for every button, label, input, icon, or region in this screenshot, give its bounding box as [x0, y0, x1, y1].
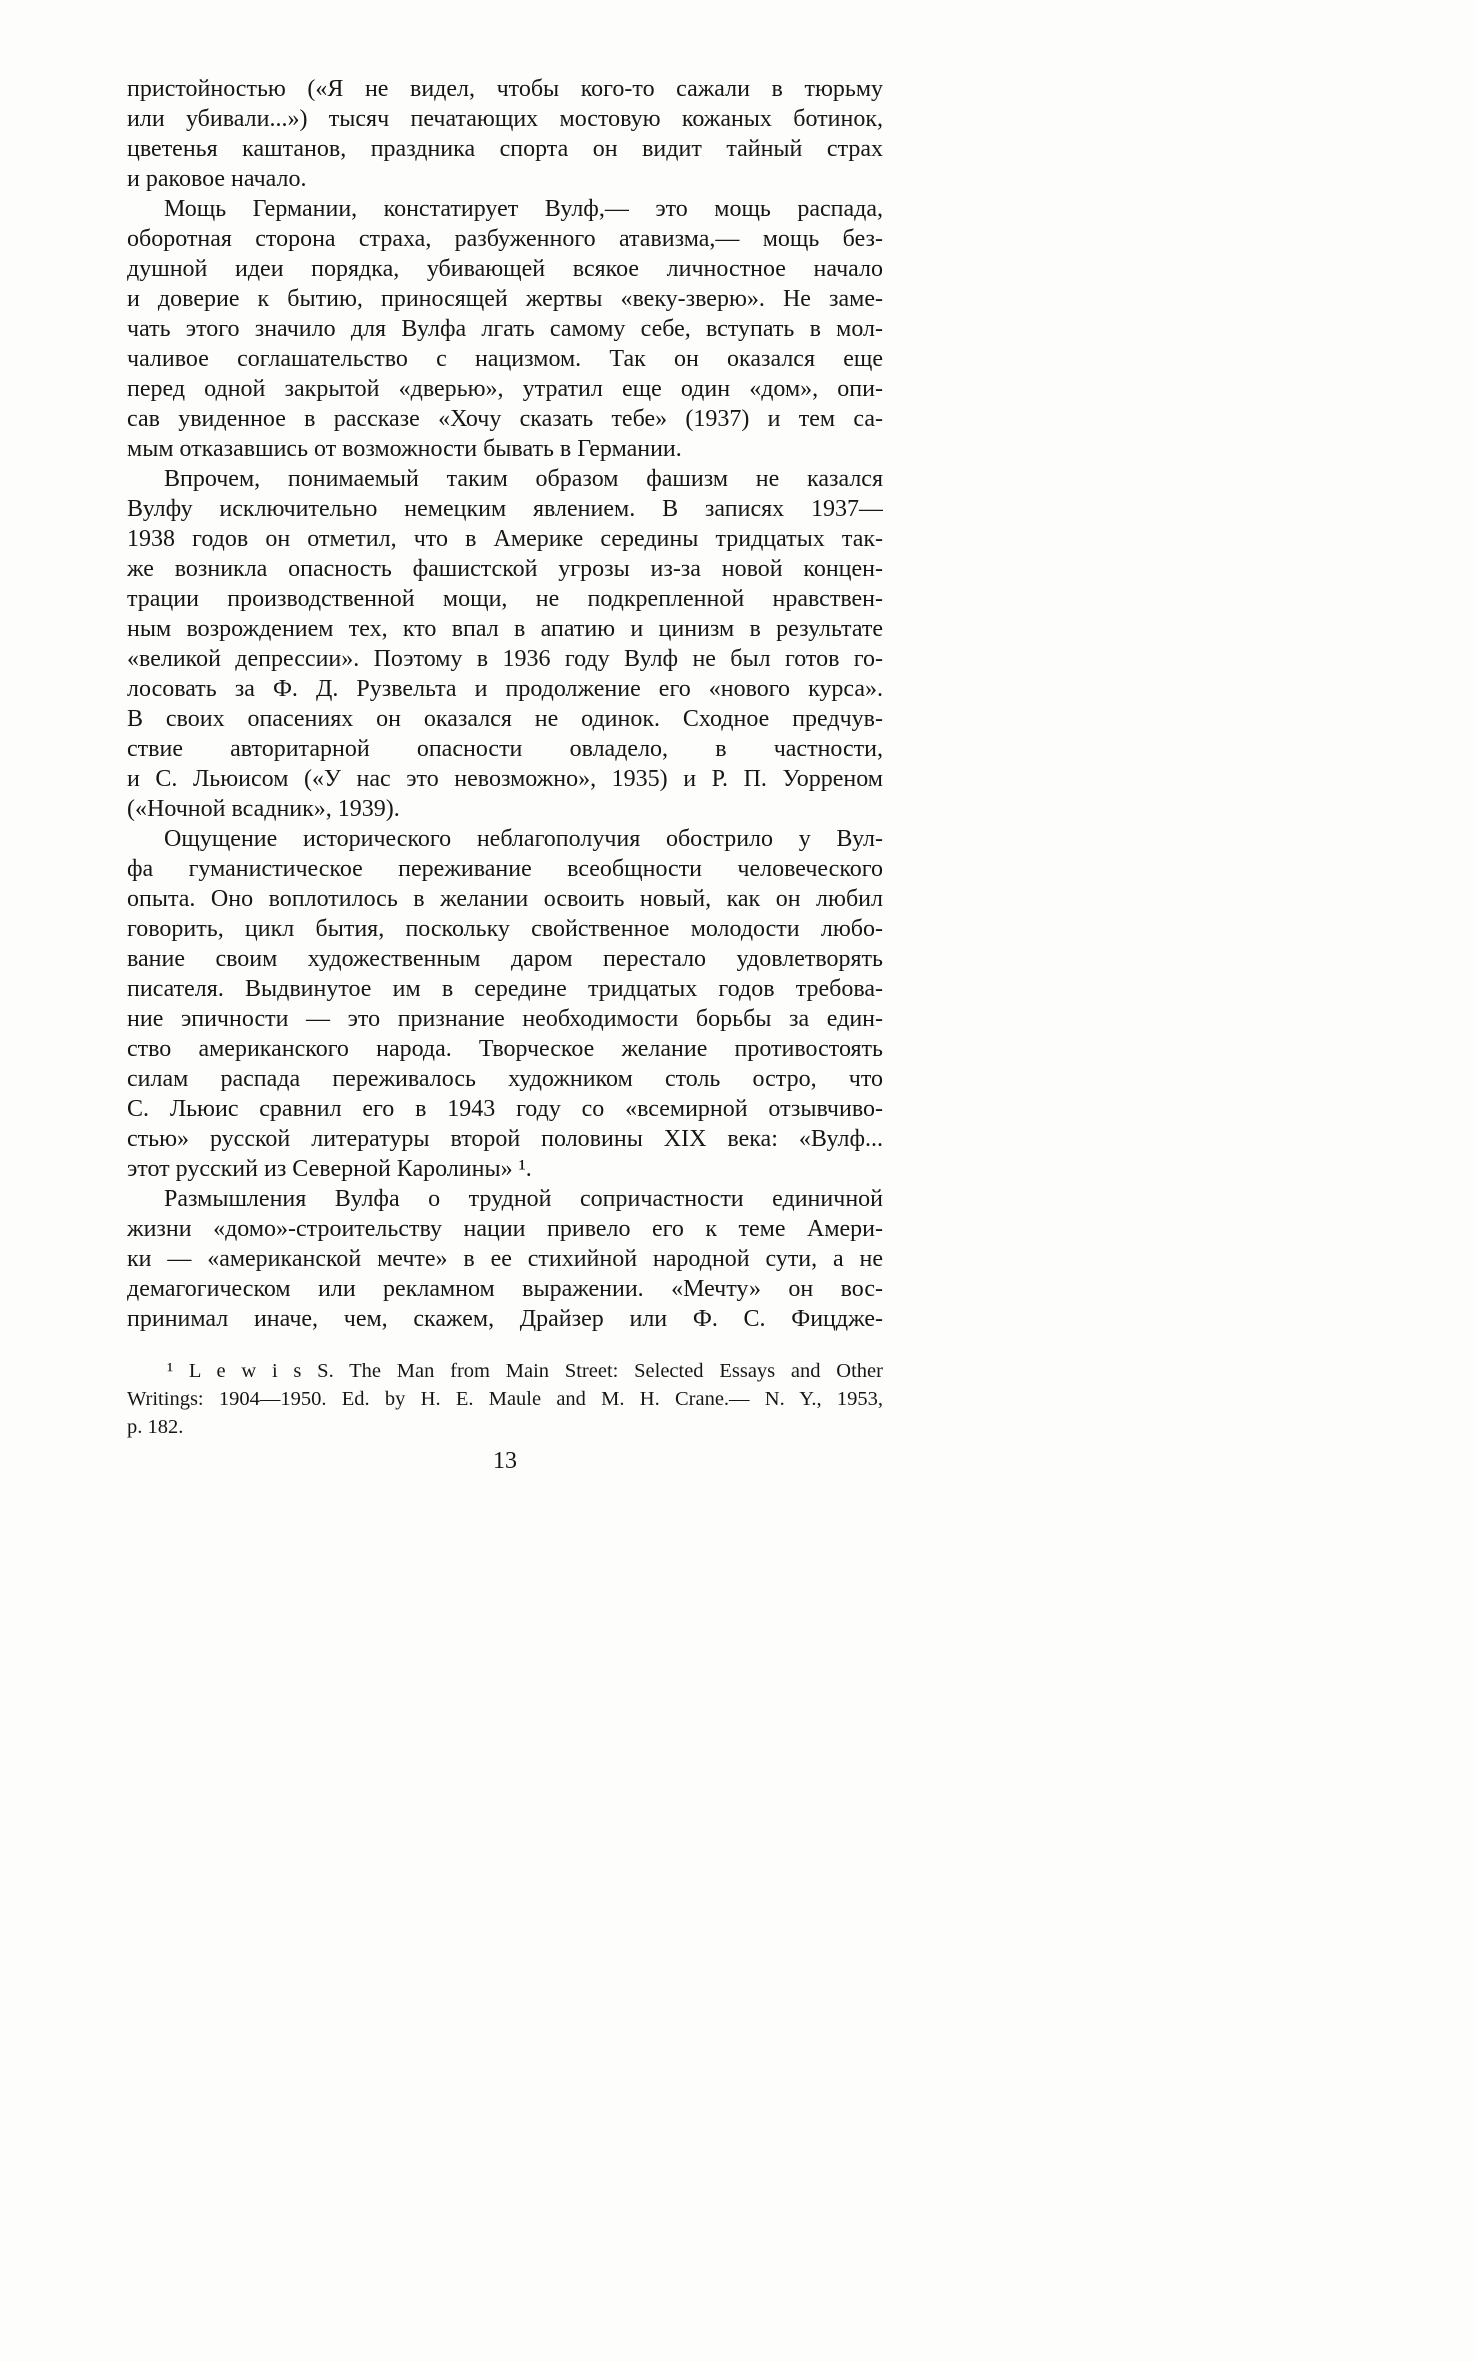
- text-line: или убивали...») тысяч печатающих мостовую кожаных ботинок,: [127, 106, 883, 132]
- text-line: говорить, цикл бытия, поскольку свойственное молодости любо-: [127, 916, 883, 942]
- text-line: ствие авторитарной опасности овладело, в частности,: [127, 736, 883, 762]
- footnote-line: Writings: 1904—1950. Ed. by H. E. Maule and M. H. Crane.— N. Y., 1953,: [127, 1388, 883, 1410]
- text-line: ство американского народа. Творческое желание противостоять: [127, 1036, 883, 1062]
- text-line: чать этого значило для Вулфа лгать самому себе, вступать в мол-: [127, 316, 883, 342]
- text-line: Впрочем, понимаемый таким образом фашизм не казался: [164, 466, 883, 492]
- text-line: Мощь Германии, констатирует Вулф,— это мощь распада,: [164, 196, 883, 222]
- text-line: Ощущение исторического неблагополучия обострило у Вул-: [164, 826, 883, 852]
- text-line: сав увиденное в рассказе «Хочу сказать тебе» (1937) и тем са-: [127, 406, 883, 432]
- page-number: 13: [493, 1448, 517, 1474]
- text-line: ным возрождением тех, кто впал в апатию и цинизм в результате: [127, 616, 883, 642]
- text-line: же возникла опасность фашистской угрозы из-за новой концен-: [127, 556, 883, 582]
- text-line: принимал иначе, чем, скажем, Драйзер или Ф. С. Фицдже-: [127, 1306, 883, 1332]
- text-line: силам распада переживалось художником столь остро, что: [127, 1066, 883, 1092]
- text-line: и раковое начало.: [127, 166, 307, 192]
- footnote-line: ¹ L e w i s S. The Man from Main Street: Selected Essays and Other: [167, 1360, 883, 1382]
- text-line: 1938 годов он отметил, что в Америке середины тридцатых так-: [127, 526, 883, 552]
- text-line: Вулфу исключительно немецким явлением. В записях 1937—: [127, 496, 883, 522]
- text-line: душной идеи порядка, убивающей всякое личностное начало: [127, 256, 883, 282]
- footnote-block: [127, 1357, 883, 1441]
- text-line: и доверие к бытию, приносящей жертвы «веку-зверю». Не заме-: [127, 286, 883, 312]
- text-line: С. Льюис сравнил его в 1943 году со «всемирной отзывчиво-: [127, 1096, 883, 1122]
- text-line: вание своим художественным даром перестало удовлетворять: [127, 946, 883, 972]
- text-line: трации производственной мощи, не подкрепленной нравствен-: [127, 586, 883, 612]
- text-line: стью» русской литературы второй половины XIX века: «Вулф...: [127, 1126, 883, 1152]
- text-line: В своих опасениях он оказался не одинок. Сходное предчув-: [127, 706, 883, 732]
- text-line: оборотная сторона страха, разбуженного атавизма,— мощь без-: [127, 226, 883, 252]
- text-line: опыта. Оно воплотилось в желании освоить новый, как он любил: [127, 886, 883, 912]
- text-line: этот русский из Северной Каролины» ¹.: [127, 1156, 532, 1182]
- text-line: писателя. Выдвинутое им в середине тридцатых годов требова-: [127, 976, 883, 1002]
- text-line: чаливое соглашательство с нацизмом. Так он оказался еще: [127, 346, 883, 372]
- text-line: мым отказавшись от возможности бывать в Германии.: [127, 436, 682, 462]
- text-line: «великой депрессии». Поэтому в 1936 году Вулф не был готов го-: [127, 646, 883, 672]
- text-line: пристойностью («Я не видел, чтобы кого-то сажали в тюрьму: [127, 76, 883, 102]
- text-line: и С. Льюисом («У нас это невозможно», 1935) и Р. П. Уорреном: [127, 766, 883, 792]
- text-line: ние эпичности — это признание необходимости борьбы за един-: [127, 1006, 883, 1032]
- text-line: фа гуманистическое переживание всеобщности человеческого: [127, 856, 883, 882]
- text-line: жизни «домо»-строительству нации привело его к теме Амери-: [127, 1216, 883, 1242]
- text-line: перед одной закрытой «дверью», утратил еще один «дом», опи-: [127, 376, 883, 402]
- text-line: Размышления Вулфа о трудной сопричастности единичной: [164, 1186, 883, 1212]
- text-line: ки — «американской мечте» в ее стихийной народной сути, а не: [127, 1246, 883, 1272]
- body-text-block: [127, 74, 883, 1334]
- text-line: («Ночной всадник», 1939).: [127, 796, 400, 822]
- text-line: цветенья каштанов, праздника спорта он видит тайный страх: [127, 136, 883, 162]
- text-line: демагогическом или рекламном выражении. «Мечту» он вос-: [127, 1276, 883, 1302]
- text-line: лосовать за Ф. Д. Рузвельта и продолжение его «нового курса».: [127, 676, 883, 702]
- footnote-line: p. 182.: [127, 1416, 184, 1438]
